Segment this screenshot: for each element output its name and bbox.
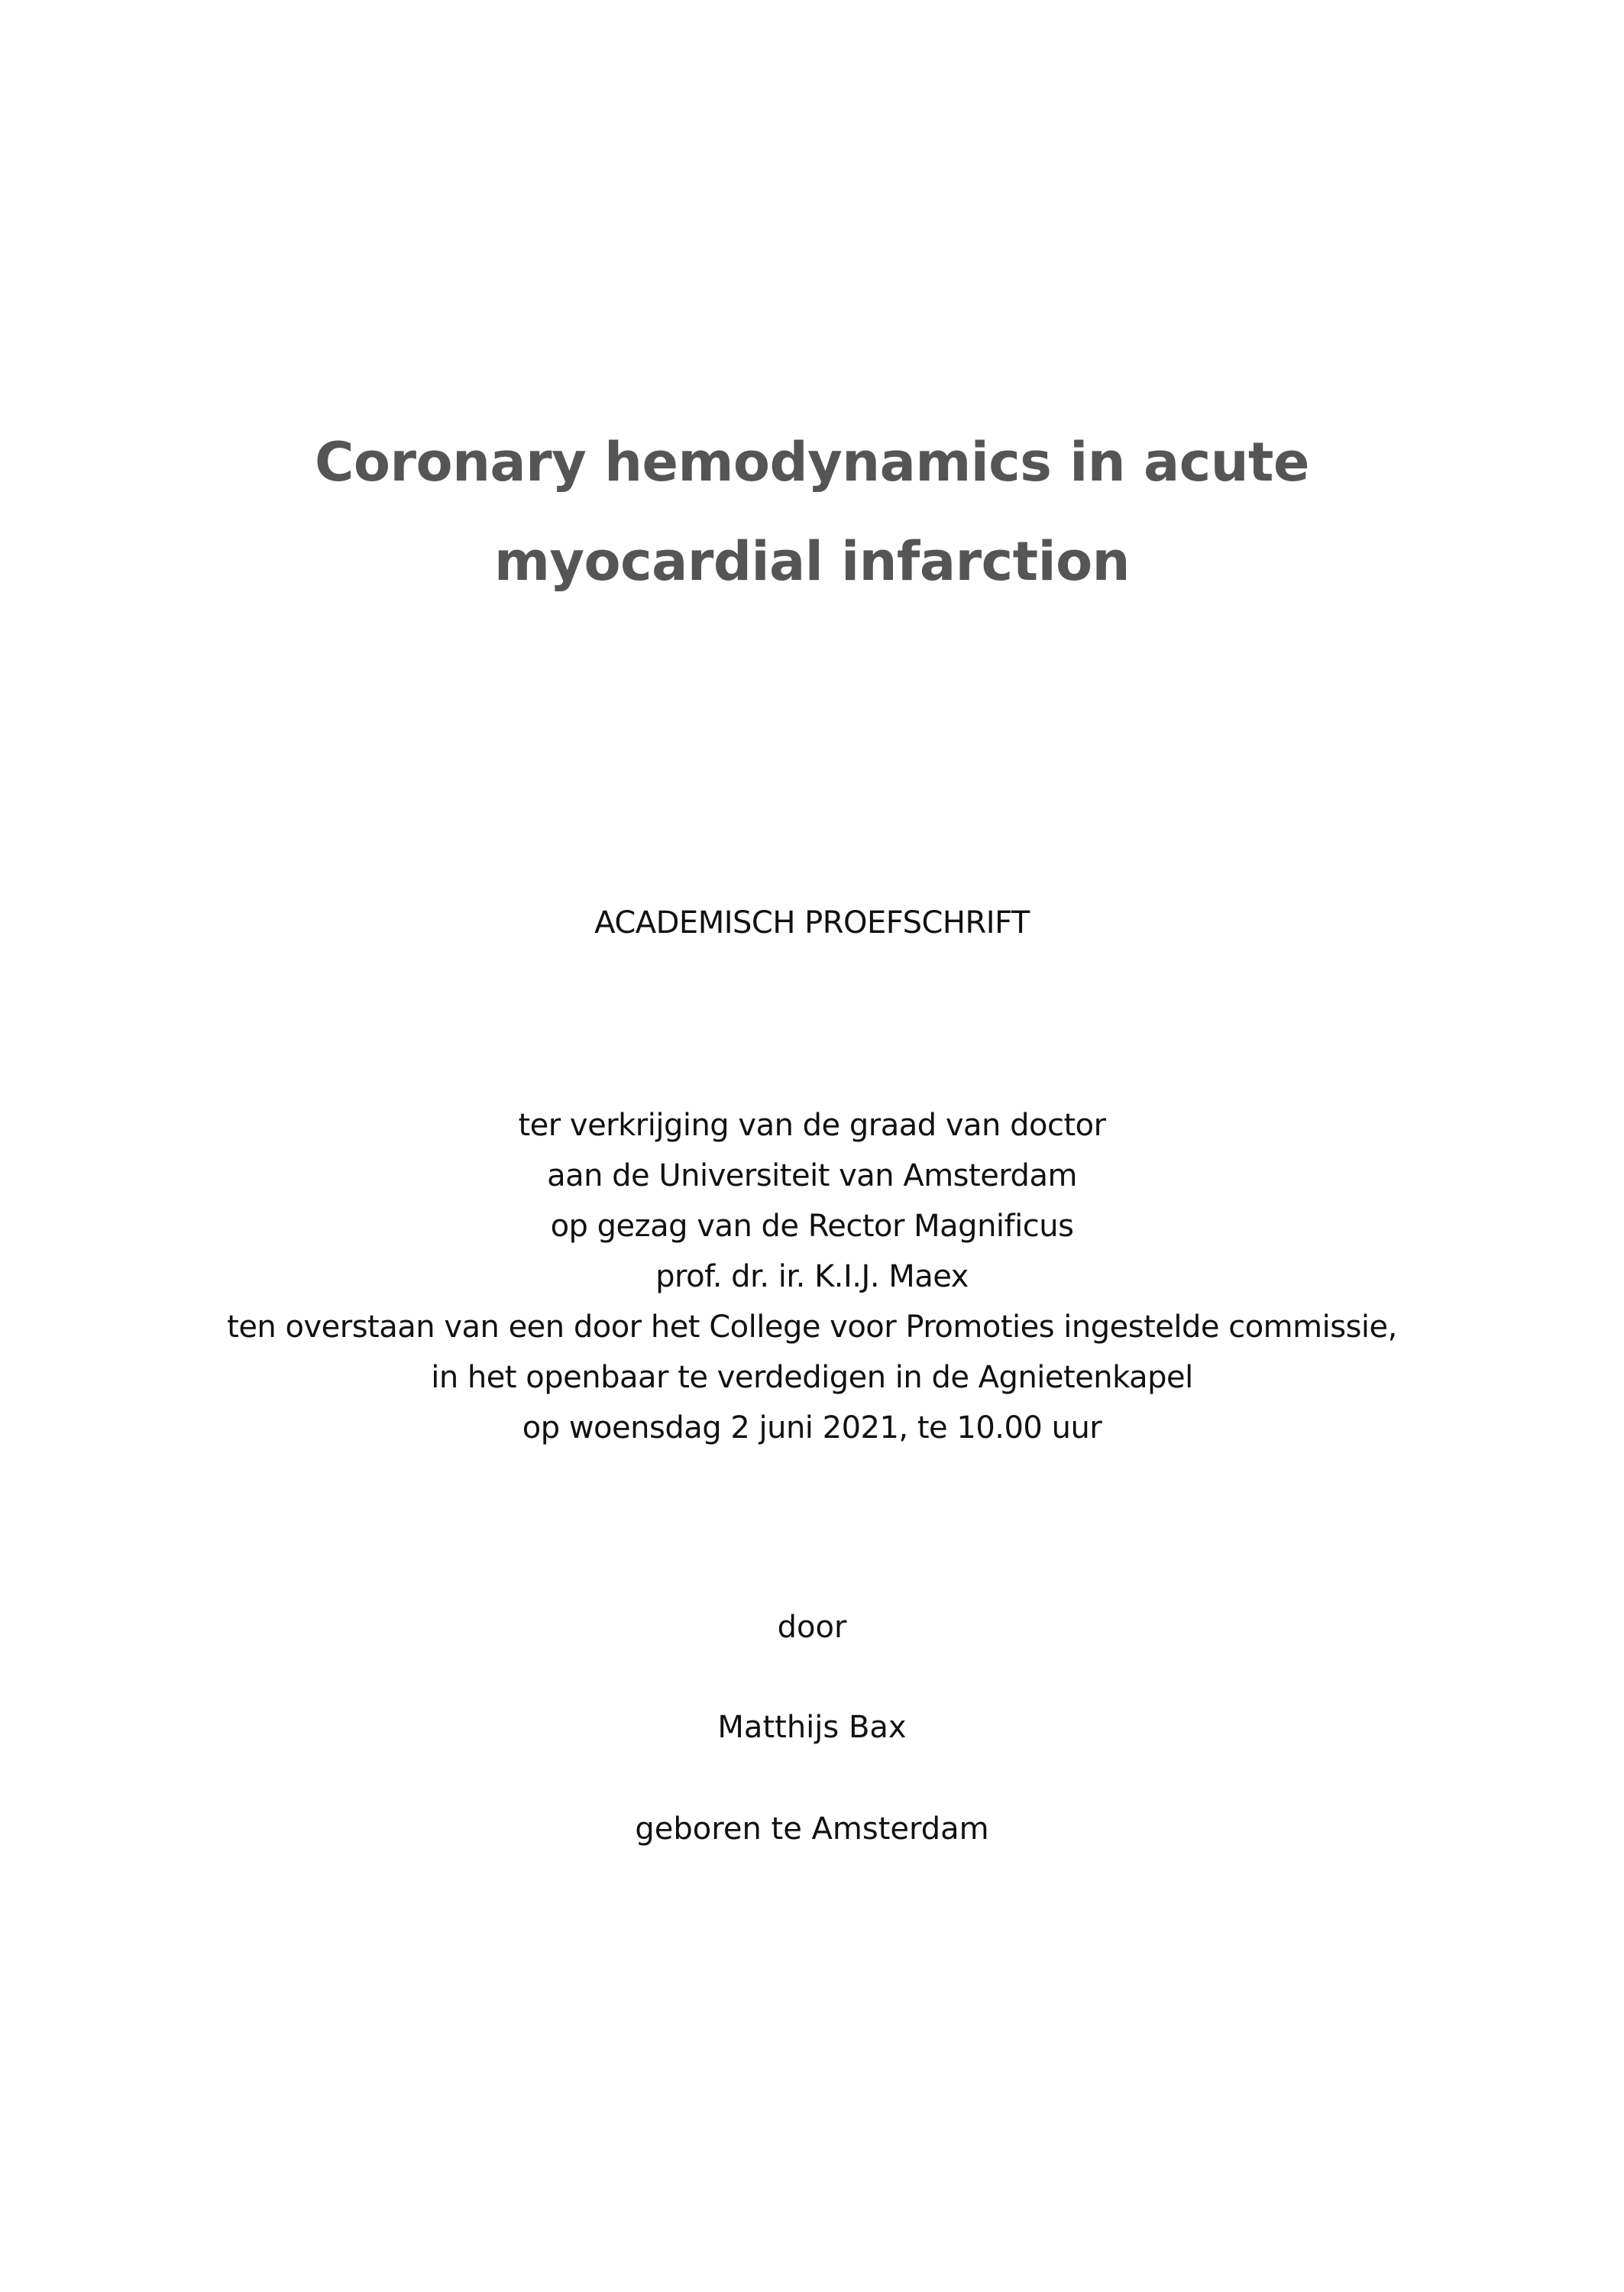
statement-line-7: op woensdag 2 juni 2021, te 10.00 uur — [522, 1410, 1102, 1445]
thesis-title — [0, 413, 1624, 611]
thesis-title-line-1: Coronary hemodynamics in acute — [315, 431, 1309, 494]
by-label: door — [777, 1610, 847, 1645]
thesis-title-line-2: myocardial infarction — [493, 530, 1131, 593]
statement-line-1: ter verkrijging van de graad van doctor — [518, 1108, 1106, 1143]
statement-line-6: in het openbaar te verdedigen in de Agnietenkapel — [431, 1360, 1193, 1395]
statement-line-4: prof. dr. ir. K.I.J. Maex — [655, 1259, 969, 1294]
degree-statement — [0, 1100, 1624, 1453]
birthplace: geboren te Amsterdam — [635, 1811, 989, 1847]
statement-line-5: ten overstaan van een door het College voor Promoties ingestelde commissie, — [227, 1309, 1397, 1345]
statement-line-3: op gezag van de Rector Magnificus — [550, 1209, 1074, 1244]
document-type: ACADEMISCH PROEFSCHRIFT — [594, 905, 1030, 940]
statement-line-2: aan de Universiteit van Amsterdam — [547, 1158, 1077, 1193]
author-name: Matthijs Bax — [717, 1710, 907, 1745]
